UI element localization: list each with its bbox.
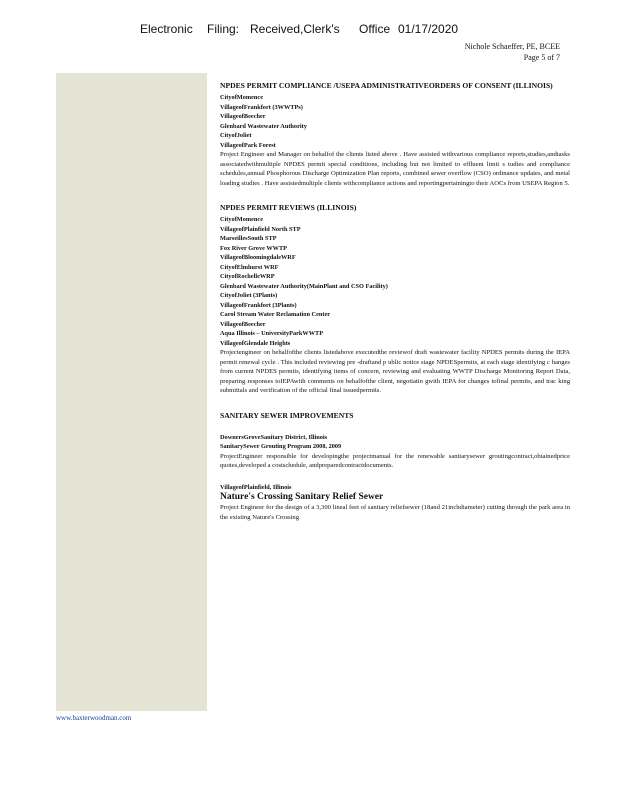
entity-line: VillageofPlainfield North STP: [220, 225, 301, 233]
entity-line: Glenbard Wastewater Authority(MainPlant and CSO Facility): [220, 282, 388, 290]
entity-line: VillageofBeecher: [220, 320, 266, 328]
entity-line: DownersGroveSanitary District, Illinois: [220, 433, 328, 441]
entity-line: CityofJoliet (3Plants): [220, 292, 278, 299]
entity-line: VillageofFrankfort (3WWTPs): [220, 103, 303, 111]
header-office: Office: [359, 22, 391, 36]
section-npdes-reviews: [220, 202, 570, 396]
project-description: ProjectEngineer responsible for developingthe projectmanual for the renewable sanitarysewer groutingcontract,obtainedprice quotes,developed a costschedule, andpreparedcontractdocuments.: [220, 452, 570, 469]
entity-line: Fox River Grove WWTP: [220, 244, 287, 252]
entity-line: Glenbard Wastewater Authority: [220, 122, 307, 130]
header-electronic: Electronic: [140, 22, 193, 36]
document-body: [220, 80, 570, 536]
entity-line: CityofElmhurst WRF: [220, 263, 279, 271]
entity-line: SanitarySewer Grouting Program 2008, 2009: [220, 443, 342, 450]
page-number: Page 5 of 7: [523, 53, 560, 62]
entity-line: VillageofGlendale Heights: [220, 339, 291, 347]
entity-line: CityofMomence: [220, 94, 264, 101]
entity-line: CityofRochelleWRP: [220, 273, 275, 280]
entity-line: VillageofFrankfort (3Plants): [220, 301, 297, 309]
section-heading: NPDES PERMIT REVIEWS (ILLINOIS): [220, 203, 357, 212]
section-npdes-compliance: [220, 80, 570, 188]
section-sanitary-sewer: [220, 410, 570, 421]
section-description: Project Engineer and Manager on behalfof the clients listed above . Have assisted withvarious compliance reports,studies,andtasks associatedwithmultiple NPDES permit special conditions, including but not limited to effluent limit s tudies and compliance schedules,annual Phosphorous Discharge Optimization Plan reports, combined sewer overflow (CSO) ordinance updates, and metal loading studies . Have assistedmultiple clients withcompliance actions and reportingpertainingto their AOCs from USEPA Region 5.: [220, 151, 570, 187]
entity-line: Carol Stream Water Reclamation Center: [220, 311, 331, 318]
entity-line: VillageofBeecher: [220, 113, 266, 120]
project-plainfield: [220, 483, 570, 523]
section-description: Projectengineer on behalfofthe clients listedabove executedthe reviewof draft wastewater facility NPDES permits during the IEPA permit renewal cycle . This included reviewing pre -draftand p ublic notice stage NPDESpermits, at each stage identifying c hanges from current NPDES permits, identifying items of concern, reviewing and evaluating WWTP Discharge Monitoring Report Data, preparing responses toIEPAwith comments on behalfofthe client, negotiatin gwith IEPA for changes tofinal permits, and trac king submittals and verification of the official final issuedpermits.: [220, 349, 570, 394]
section-heading: NPDES PERMIT COMPLIANCE /USEPA ADMINISTRATIVEORDERS OF CONSENT (ILLINOIS): [220, 81, 553, 90]
section-heading: SANITARY SEWER IMPROVEMENTS: [220, 410, 354, 420]
header-date: 01/17/2020: [398, 22, 459, 36]
project-title: Nature's Crossing Sanitary Relief Sewer: [220, 492, 384, 502]
project-downers-grove: [220, 433, 570, 471]
header-received: Received,Clerk's: [250, 22, 340, 36]
footer-website-link[interactable]: www.baxterwoodman.com: [56, 714, 132, 722]
entity-line: VillageofBloomingdaleWRF: [220, 254, 296, 261]
author-name: Nichole Schaeffer, PE, BCEE: [464, 42, 560, 51]
page-meta: [465, 41, 560, 63]
left-sidebar-panel: [56, 73, 207, 711]
entity-line: VillageofPlainfield, Illinois: [220, 483, 292, 491]
entity-line: CityofMomence: [220, 216, 264, 223]
entity-line: CityofJoliet: [220, 132, 252, 139]
header-filing: Filing:: [207, 22, 240, 36]
entity-line: MarseillesSouth STP: [220, 235, 277, 242]
entity-line: Aqua Illinois – UniversityParkWWTP: [220, 330, 324, 337]
project-description: Project Engineer for the design of a 3,300 lineal feet of sanitary reliefsewer (18and 21inchdiameter) cutting through the park area in the existing Nature's Crossing: [220, 504, 570, 521]
entity-line: VillageofPark Forest: [220, 141, 276, 149]
